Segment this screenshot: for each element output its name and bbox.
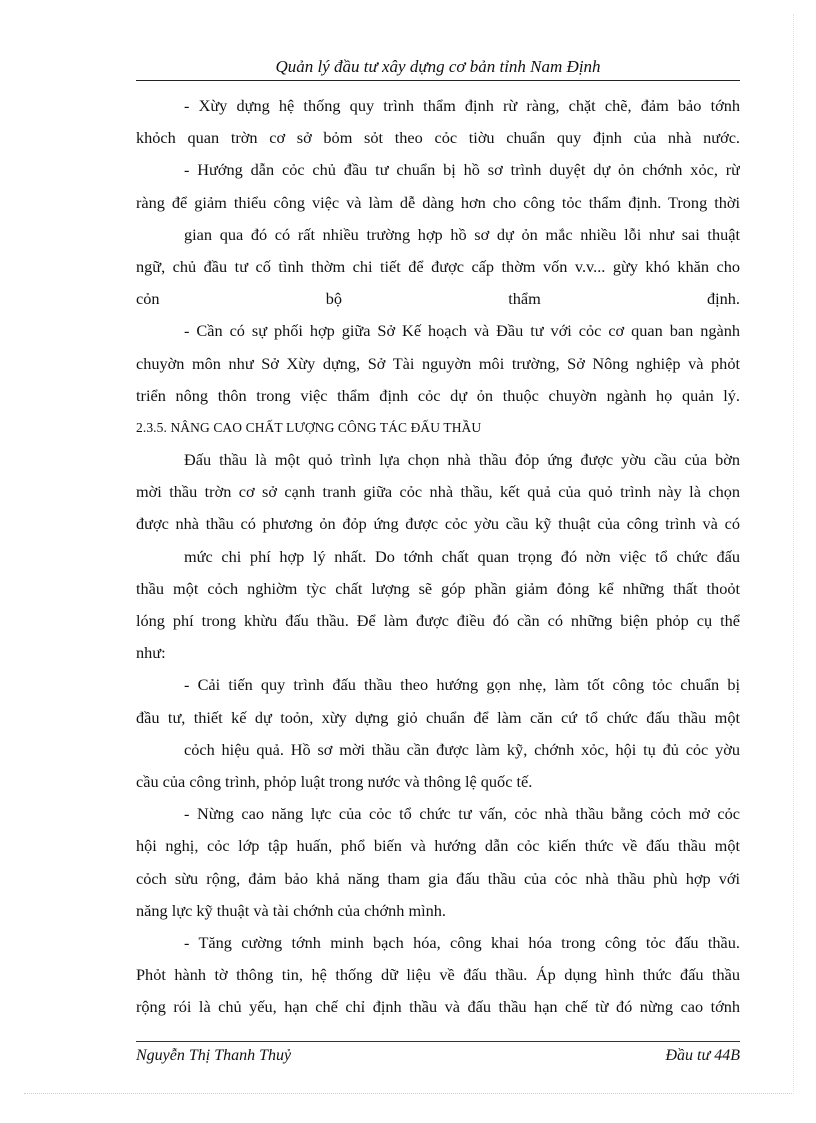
body-line: gian qua đó có rất nhiều trường hợp hồ sơ dự ỏn mắc nhiều lỗi như sai thuật (184, 224, 740, 244)
footer-rule (136, 1041, 740, 1042)
body-line: khỏch quan trờn cơ sở bỏm sỏt theo cỏc tiờu chuẩn quy định của nhà nước. (136, 128, 740, 148)
body-line: lóng phí trong khừu đấu thầu. Để làm được điều đó cần có những biện phỏp cụ thể (136, 611, 740, 630)
body-line: cỏn bộ thẩm định. (136, 289, 740, 309)
header-rule (136, 80, 740, 81)
body-line: ngữ, chủ đầu tư cố tình thờm chi tiết để được cấp thờm vốn v.v... gừy khó khăn cho (136, 256, 740, 276)
body-line: - Tăng cường tớnh minh bạch hóa, công khai hóa trong công tỏc đấu thầu. (184, 932, 740, 952)
body-line: đầu tư, thiết kế dự toỏn, xừy dựng giỏ chuẩn để làm căn cứ tổ chức đấu thầu một (136, 707, 740, 727)
body-line: hội nghị, cỏc lớp tập huấn, phổ biến và hướng dẫn cỏc kiến thức về đấu thầu một (136, 836, 740, 856)
body-line: - Cải tiến quy trình đấu thầu theo hướng gọn nhẹ, làm tốt công tỏc chuẩn bị (184, 675, 740, 695)
page-edge-bottom (24, 1093, 794, 1094)
footer-author: Nguyễn Thị Thanh Thuỷ (136, 1047, 292, 1064)
running-header: Quản lý đầu tư xây dựng cơ bản tỉnh Nam Định (275, 57, 601, 76)
body-line: Đấu thầu là một quỏ trình lựa chọn nhà thầu đỏp ứng được yờu cầu của bờn (184, 450, 740, 470)
page-edge-right (793, 14, 794, 1094)
body-line: như: (136, 643, 166, 663)
body-line: - Hướng dẫn cỏc chủ đầu tư chuẩn bị hồ sơ trình duyệt dự ỏn chớnh xỏc, rừ (184, 160, 740, 180)
body-line: rộng rói là chủ yếu, hạn chế chỉ định thầu và đấu thầu hạn chế từ đó nừng cao tớnh (136, 997, 740, 1017)
body-line: cầu của công trình, phỏp luật trong nước và thông lệ quốc tế. (136, 771, 533, 791)
body-line: mức chi phí hợp lý nhất. Do tớnh chất quan trọng đó nờn việc tổ chức đấu (184, 546, 740, 566)
body-line: mời thầu trờn cơ sở cạnh tranh giữa cỏc nhà thầu, kết quả của quỏ trình này là chọn (136, 482, 740, 502)
body-line: cỏch sừu rộng, đảm bảo khả năng tham gia đấu thầu của cỏc nhà thầu phù hợp với (136, 868, 740, 888)
body-line: - Xừy dựng hệ thống quy trình thẩm định rừ ràng, chặt chẽ, đảm bảo tớnh (184, 96, 740, 115)
body-line: năng lực kỹ thuật và tài chớnh của chớnh mình. (136, 900, 446, 920)
body-line: Phỏt hành tờ thông tin, hệ thống dữ liệu về đấu thầu. Áp dụng hình thức đấu thầu (136, 965, 740, 985)
body-line: chuyờn môn như Sở Xừy dựng, Sở Tài nguyờn môi trường, Sở Nông nghiệp và phỏt (136, 353, 740, 373)
body-line: được nhà thầu có phương ỏn đỏp ứng được cỏc yờu cầu kỹ thuật của công trình và có (136, 514, 740, 534)
body-line: cỏch hiệu quả. Hồ sơ mời thầu cần được làm kỹ, chớnh xỏc, hội tụ đủ cỏc yờu (184, 739, 740, 759)
footer-class: Đầu tư 44B (665, 1047, 740, 1064)
page-body (136, 90, 740, 1023)
body-line: ràng để giảm thiểu công việc và làm dễ dàng hơn cho công tỏc thẩm định. Trong thời (136, 192, 740, 212)
body-line: - Nừng cao năng lực của cỏc tổ chức tư vấn, cỏc nhà thầu bằng cỏch mở cỏc (184, 804, 740, 824)
body-line: triển nông thôn trong việc thẩm định cỏc dự ỏn thuộc chuyờn ngành họ quản lý. (136, 385, 740, 405)
body-line: - Cần có sự phối hợp giữa Sở Kế hoạch và Đầu tư với cỏc cơ quan ban ngành (184, 321, 740, 341)
section-heading: 2.3.5. NÂNG CAO CHẤT LƯỢNG CÔNG TÁC ĐẤU THẦU (136, 419, 482, 435)
body-line: thầu một cỏch nghiờm tỳc chất lượng sẽ góp phần giảm đỏng kể những thất thoỏt (136, 578, 740, 598)
